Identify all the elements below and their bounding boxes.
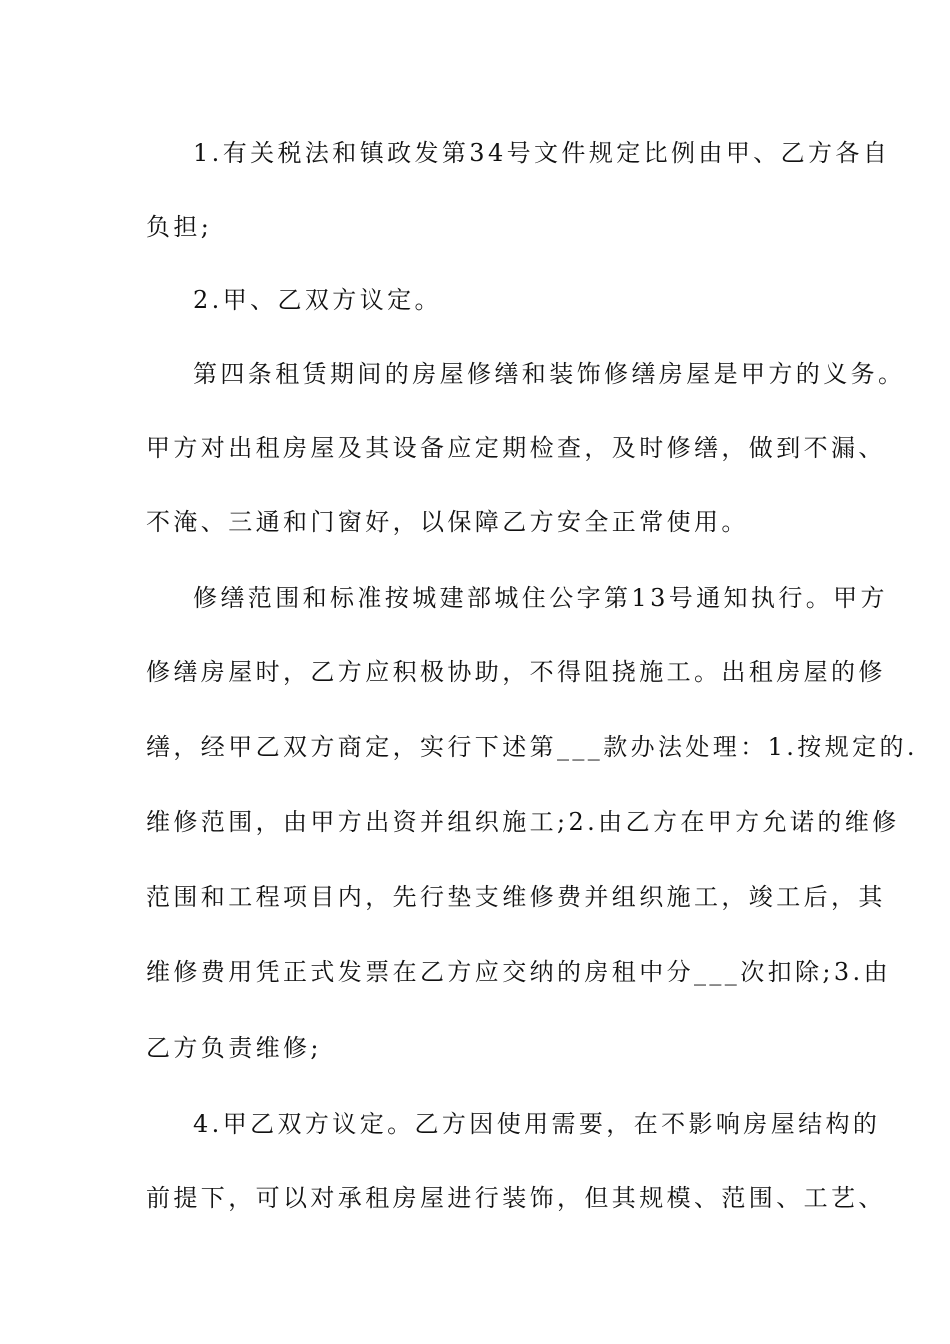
text-line: 维修范围，由甲方出资并组织施工;2.由乙方在甲方允诺的维修 [146,808,900,836]
text-line: 不淹、三通和门窗好，以保障乙方安全正常使用。 [146,508,749,536]
text-line: 维修费用凭正式发票在乙方应交纳的房租中分___次扣除;3.由 [146,958,891,986]
text-line: 修缮房屋时，乙方应积极协助，不得阻挠施工。出租房屋的修 [146,658,886,686]
text-line: 2.甲、乙双方议定。 [193,286,442,314]
text-line: 缮，经甲乙双方商定，实行下述第___款办法处理：1.按规定的. [146,733,918,761]
text-line: 乙方负责维修; [146,1034,322,1062]
text-line: 甲方对出租房屋及其设备应定期检查，及时修缮，做到不漏、 [146,434,886,462]
text-line: 1.有关税法和镇政发第34号文件规定比例由甲、乙方各自 [193,139,891,167]
text-line: 第四条租赁期间的房屋修缮和装饰修缮房屋是甲方的义务。 [193,360,906,388]
text-line: 前提下，可以对承租房屋进行装饰，但其规模、范围、工艺、 [146,1184,886,1212]
text-line: 范围和工程项目内，先行垫支维修费并组织施工，竣工后，其 [146,883,886,911]
text-line: 修缮范围和标准按城建部城住公字第13号通知执行。甲方 [193,584,888,612]
text-line: 4.甲乙双方议定。乙方因使用需要，在不影响房屋结构的 [193,1110,881,1138]
text-line: 负担; [146,213,213,241]
